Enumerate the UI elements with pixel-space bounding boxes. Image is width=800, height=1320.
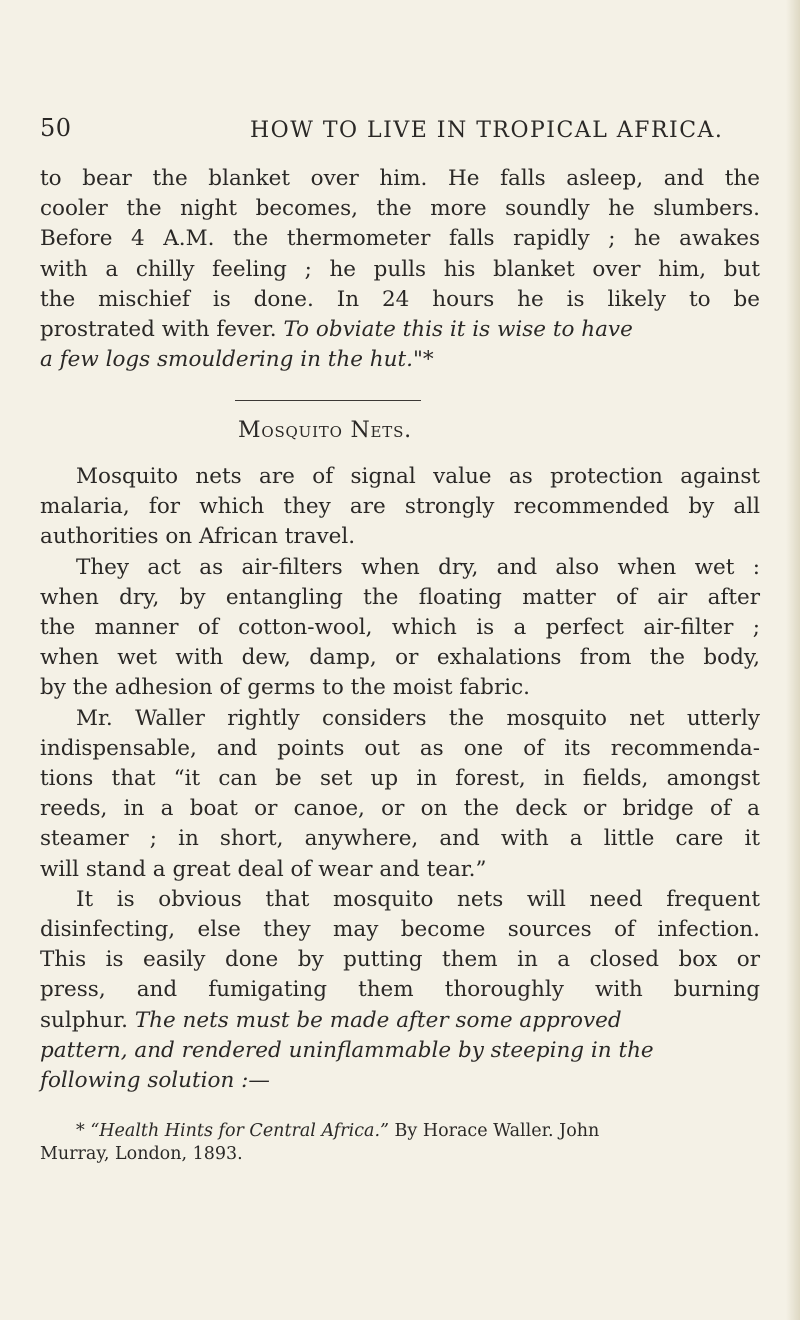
text-line: tions that “it can be set up in forest, in fields, amongst bbox=[40, 766, 760, 792]
text-line: reeds, in a boat or canoe, or on the deck or bridge of a bbox=[40, 796, 760, 822]
text-line: with a chilly feeling ; he pulls his blanket over him, but bbox=[40, 256, 760, 282]
footnote-title: “Health Hints for Central Africa.” bbox=[90, 1121, 389, 1141]
text-line: the manner of cotton-wool, which is a perfect air-filter ; bbox=[40, 615, 760, 641]
footnote-marker: * bbox=[76, 1121, 91, 1141]
text-line: when wet with dew, damp, or exhalations from the body, bbox=[40, 645, 760, 671]
text-line: when dry, by entangling the floating matter of air after bbox=[40, 584, 760, 610]
text-line bbox=[40, 1006, 760, 1036]
text-roman: prostrated with fever. bbox=[40, 317, 284, 343]
text-line: indispensable, and points out as one of its recommenda- bbox=[40, 735, 760, 761]
text-line bbox=[40, 1036, 760, 1066]
text-line: Mr. Waller rightly considers the mosquito net utterly bbox=[76, 705, 760, 731]
text-line: by the adhesion of germs to the moist fabric. bbox=[40, 675, 530, 701]
text-line: press, and fumigating them thoroughly with burning bbox=[40, 977, 760, 1003]
text-line: malaria, for which they are strongly recommended by all bbox=[40, 494, 760, 520]
section-title: Mosquito Nets. bbox=[238, 418, 412, 443]
text-roman: sulphur. bbox=[40, 1007, 135, 1033]
footnote bbox=[40, 1120, 760, 1166]
text-line: will stand a great deal of wear and tear.” bbox=[40, 856, 487, 882]
page-number: 50 bbox=[40, 114, 72, 142]
text-line: They act as air-filters when dry, and also when wet : bbox=[76, 554, 760, 580]
text-italic: a few logs smouldering in the hut. bbox=[40, 347, 413, 373]
text-line: steamer ; in short, anywhere, and with a little care it bbox=[40, 826, 760, 852]
text-line bbox=[40, 345, 760, 375]
footnote-line bbox=[40, 1120, 760, 1143]
section-body bbox=[40, 462, 760, 1096]
text-line: It is obvious that mosquito nets will need frequent bbox=[76, 886, 760, 912]
text-line: cooler the night becomes, the more soundly he slumbers. bbox=[40, 196, 760, 222]
footnote-text: By Horace Waller. John bbox=[388, 1121, 600, 1141]
text-line: Mosquito nets are of signal value as protection against bbox=[76, 464, 760, 489]
text-italic: following solution :— bbox=[40, 1068, 270, 1094]
text-italic: To obviate this it is wise to have bbox=[283, 317, 633, 343]
text-line: authorities on African travel. bbox=[40, 524, 356, 550]
text-line bbox=[40, 315, 760, 345]
text-line: Before 4 A.M. the thermometer falls rapidly ; he awakes bbox=[40, 226, 760, 252]
text-italic: The nets must be made after some approved bbox=[134, 1007, 622, 1033]
footnote-line: Murray, London, 1893. bbox=[40, 1144, 243, 1164]
text-italic: pattern, and rendered uninflammable by steeping in the bbox=[40, 1037, 654, 1063]
text-line: disinfecting, else they may become sources of infection. bbox=[40, 917, 760, 943]
text-line: to bear the blanket over him. He falls asleep, and the bbox=[40, 166, 760, 191]
page-edge-shadow bbox=[786, 0, 800, 1320]
running-head: HOW TO LIVE IN TROPICAL AFRICA. bbox=[250, 118, 724, 143]
text-line: This is easily done by putting them in a closed box or bbox=[40, 947, 760, 973]
section-divider bbox=[235, 400, 421, 401]
page-header bbox=[40, 114, 740, 154]
text-line bbox=[40, 1066, 760, 1096]
text-line: the mischief is done. In 24 hours he is likely to be bbox=[40, 286, 760, 312]
footnote-reference: "* bbox=[412, 347, 434, 373]
opening-paragraph bbox=[40, 164, 760, 375]
